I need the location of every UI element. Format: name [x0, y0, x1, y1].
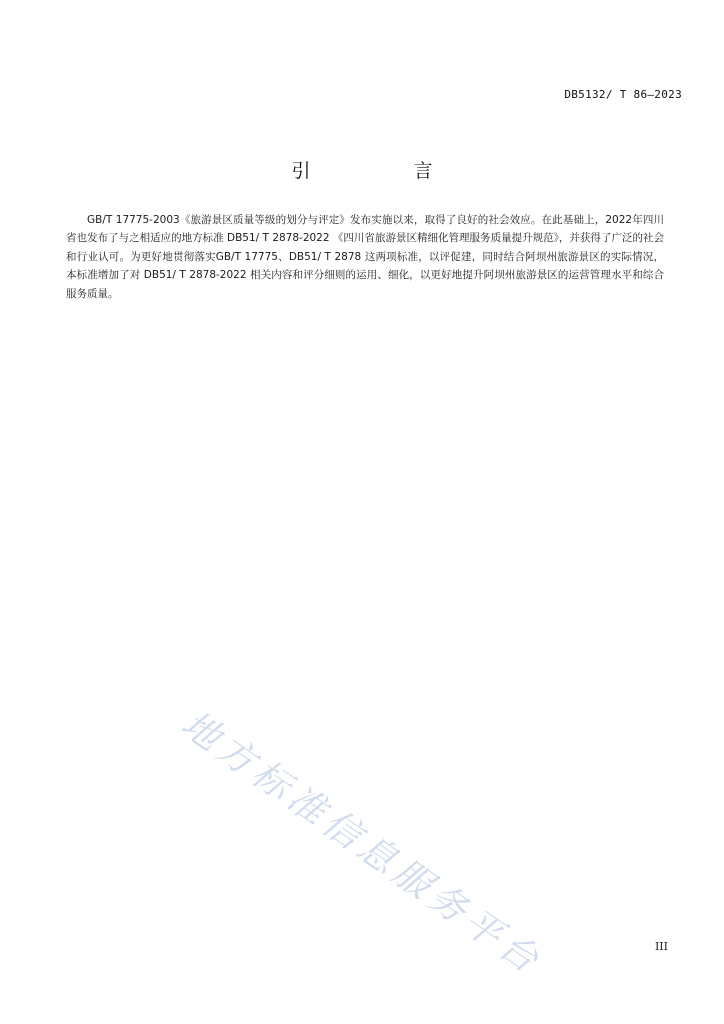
watermark: 地方标准信息服务平台	[173, 702, 551, 985]
introduction-paragraph: GB/T 17775-2003《旅游景区质量等级的划分与评定》发布实施以来，取得了良好的社会效应。在此基础上，2022年四川省也发布了与之相适应的地方标准 DB51/ T 2878-2022 《四川省旅游景区精细化管理服务质量提升规范》，并获得了广泛的社会和行业认可。为更好地贯彻落实GB/T 17775、DB51/ T 2878 这两项标准，以评促建，同时结合阿坝州旅游景区的实际情况，本标准增加了对 DB51/ T 2878-2022 相关内容和评分细则的运用、细化，以更好地提升阿坝州旅游景区的运营管理水平和综合服务质量。	[66, 214, 664, 300]
document-code: DB5132/ T 86—2023	[564, 88, 682, 101]
page-number: III	[654, 940, 668, 953]
section-title: 引 言	[291, 160, 475, 182]
